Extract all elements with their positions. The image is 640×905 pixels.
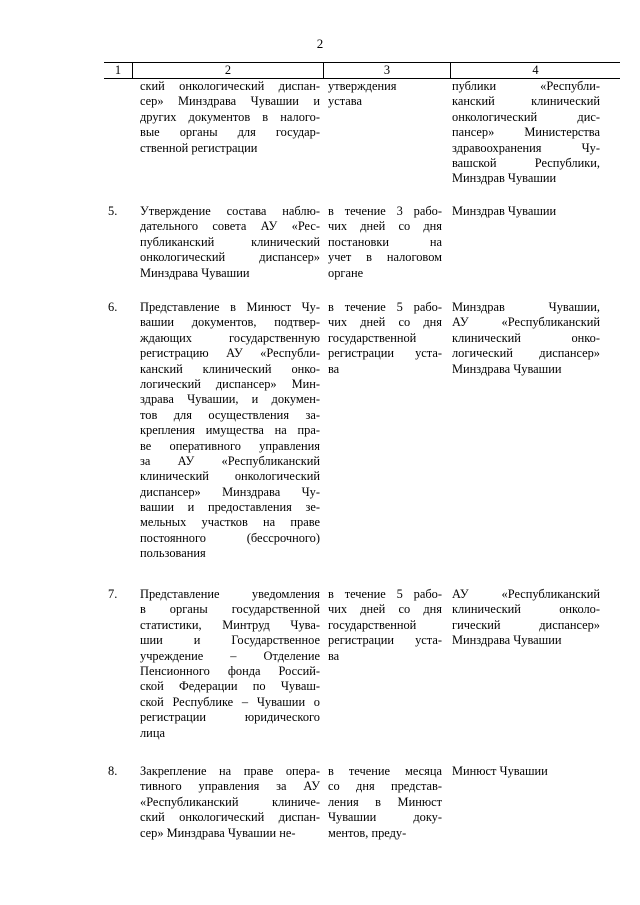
text-line: гический диспансер» xyxy=(452,617,600,632)
text-line: Минздрава Чувашии xyxy=(140,265,250,280)
text-line: ментов, преду- xyxy=(328,825,407,840)
text-line: вашии и предоставления зе- xyxy=(140,500,320,515)
text-line: чих дней со дня xyxy=(328,602,442,617)
text-line: дательного совета АУ «Рес- xyxy=(140,219,320,234)
responsible-cell xyxy=(452,300,600,377)
responsible-cell xyxy=(452,79,600,187)
text-line: ственной регистрации xyxy=(140,140,258,155)
text-line: диспансер» Минздрава Чу- xyxy=(140,484,320,499)
text-line: здравоохранения Чу- xyxy=(452,140,600,155)
responsible-cell xyxy=(452,204,600,219)
text-line: клинический онкологический xyxy=(140,469,320,484)
text-line: клинический онколо- xyxy=(452,602,600,617)
text-line: сер» Минздрава Чувашии не- xyxy=(140,825,296,840)
text-line: Представление уведомления xyxy=(140,587,320,601)
text-line: со дня представ- xyxy=(328,779,442,794)
text-line: чих дней со дня xyxy=(328,315,442,330)
text-line: Минздрав Чувашии, xyxy=(452,300,600,314)
page-number: 2 xyxy=(316,36,324,51)
text-line: онкологический дис- xyxy=(452,109,600,124)
text-line: государственной xyxy=(328,330,417,345)
text-line: публиканский клинический xyxy=(140,234,320,249)
text-line: Минюст Чувашии xyxy=(452,764,548,778)
row-number: 6. xyxy=(108,300,118,314)
row-number: 7. xyxy=(108,587,118,601)
header-col-2: 2 xyxy=(224,63,232,77)
text-line: в течение 5 рабо- xyxy=(328,300,442,314)
header-col-1: 1 xyxy=(114,63,122,77)
text-line: утверждения xyxy=(328,79,397,93)
text-line: постоянного (бессрочного) xyxy=(140,530,320,545)
text-line: ской Федерации по Чуваш- xyxy=(140,679,320,694)
text-line: Минздрава Чувашии xyxy=(452,633,562,648)
text-line: Чувашии доку- xyxy=(328,810,442,825)
deadline-cell xyxy=(328,300,442,377)
text-line: «Республиканский клиниче- xyxy=(140,794,320,809)
text-line: сер» Минздрава Чувашии и xyxy=(140,94,320,109)
text-line: учет в налоговом xyxy=(328,250,442,265)
text-line: Минздрав Чувашии xyxy=(452,171,557,186)
text-line: мельных участков на праве xyxy=(140,515,320,530)
deadline-cell xyxy=(328,587,442,664)
text-line: пансер» Министерства xyxy=(452,125,600,140)
text-line: вашской Республики, xyxy=(452,155,600,170)
text-line: лица xyxy=(140,725,165,740)
text-line: в органы государственной xyxy=(140,602,320,617)
header-col-3: 3 xyxy=(383,63,391,77)
text-line: канский клинический онко- xyxy=(140,361,320,376)
text-line: постановки на xyxy=(328,234,442,249)
action-cell xyxy=(140,587,320,741)
text-line: тов для осуществления за- xyxy=(140,407,320,422)
text-line: публики «Республи- xyxy=(452,79,600,93)
text-line: статистики, Минтруд Чува- xyxy=(140,617,320,632)
text-line: тивного управления за АУ xyxy=(140,779,320,794)
text-line: АУ «Республиканский xyxy=(452,587,600,601)
row-number: 8. xyxy=(108,764,118,778)
text-line: пользования xyxy=(140,546,206,561)
text-line: ва xyxy=(328,648,340,663)
responsible-cell xyxy=(452,587,600,649)
deadline-cell xyxy=(328,79,442,110)
action-cell xyxy=(140,300,320,562)
action-cell xyxy=(140,764,320,841)
text-line: Минздрав Чувашии xyxy=(452,204,557,218)
text-line: клинический онко- xyxy=(452,330,600,345)
deadline-cell xyxy=(328,764,442,841)
text-line: ления в Минюст xyxy=(328,794,442,809)
text-line: ской Республике – Чувашии о xyxy=(140,694,320,709)
action-cell xyxy=(140,79,320,156)
row-number: 5. xyxy=(108,204,118,218)
text-line: за АУ «Республиканский xyxy=(140,453,320,468)
text-line: АУ «Республиканский xyxy=(452,315,600,330)
text-line: органе xyxy=(328,265,364,280)
text-line: ский онкологический диспан- xyxy=(140,79,320,93)
responsible-cell xyxy=(452,764,600,779)
text-line: других документов в налого- xyxy=(140,109,320,124)
text-line: канский клинический xyxy=(452,94,600,109)
text-line: Пенсионного фонда Россий- xyxy=(140,663,320,678)
text-line: логический диспансер» Мин- xyxy=(140,376,320,391)
action-cell xyxy=(140,204,320,281)
text-line: логический диспансер» xyxy=(452,346,600,361)
text-line: Минздрава Чувашии xyxy=(452,361,562,376)
text-line: здрава Чувашии, и докумен- xyxy=(140,392,320,407)
text-line: учреждение – Отделение xyxy=(140,648,320,663)
text-line: ский онкологический диспан- xyxy=(140,810,320,825)
table-header-row xyxy=(104,62,620,79)
text-line: онкологический диспансер» xyxy=(140,250,320,265)
text-line: в течение 5 рабо- xyxy=(328,587,442,601)
text-line: ждающих государственную xyxy=(140,330,320,345)
text-line: вые органы для государ- xyxy=(140,125,320,140)
text-line: шии и Государственное xyxy=(140,633,320,648)
text-line: устава xyxy=(328,94,362,109)
text-line: регистрации уста- xyxy=(328,633,442,648)
text-line: вашии документов, подтвер- xyxy=(140,315,320,330)
deadline-cell xyxy=(328,204,442,281)
text-line: в течение 3 рабо- xyxy=(328,204,442,218)
text-line: регистрации юридического xyxy=(140,710,320,725)
text-line: Закрепление на праве опера- xyxy=(140,764,320,778)
header-col-4: 4 xyxy=(532,63,539,77)
text-line: ве оперативного управления xyxy=(140,438,320,453)
text-line: Утверждение состава наблю- xyxy=(140,204,320,218)
text-line: государственной xyxy=(328,617,417,632)
text-line: регистрации уста- xyxy=(328,346,442,361)
text-line: регистрацию АУ «Республи- xyxy=(140,346,320,361)
text-line: чих дней со дня xyxy=(328,219,442,234)
text-line: Представление в Минюст Чу- xyxy=(140,300,320,314)
text-line: в течение месяца xyxy=(328,764,442,778)
text-line: ва xyxy=(328,361,340,376)
text-line: крепления имущества на пра- xyxy=(140,423,320,438)
